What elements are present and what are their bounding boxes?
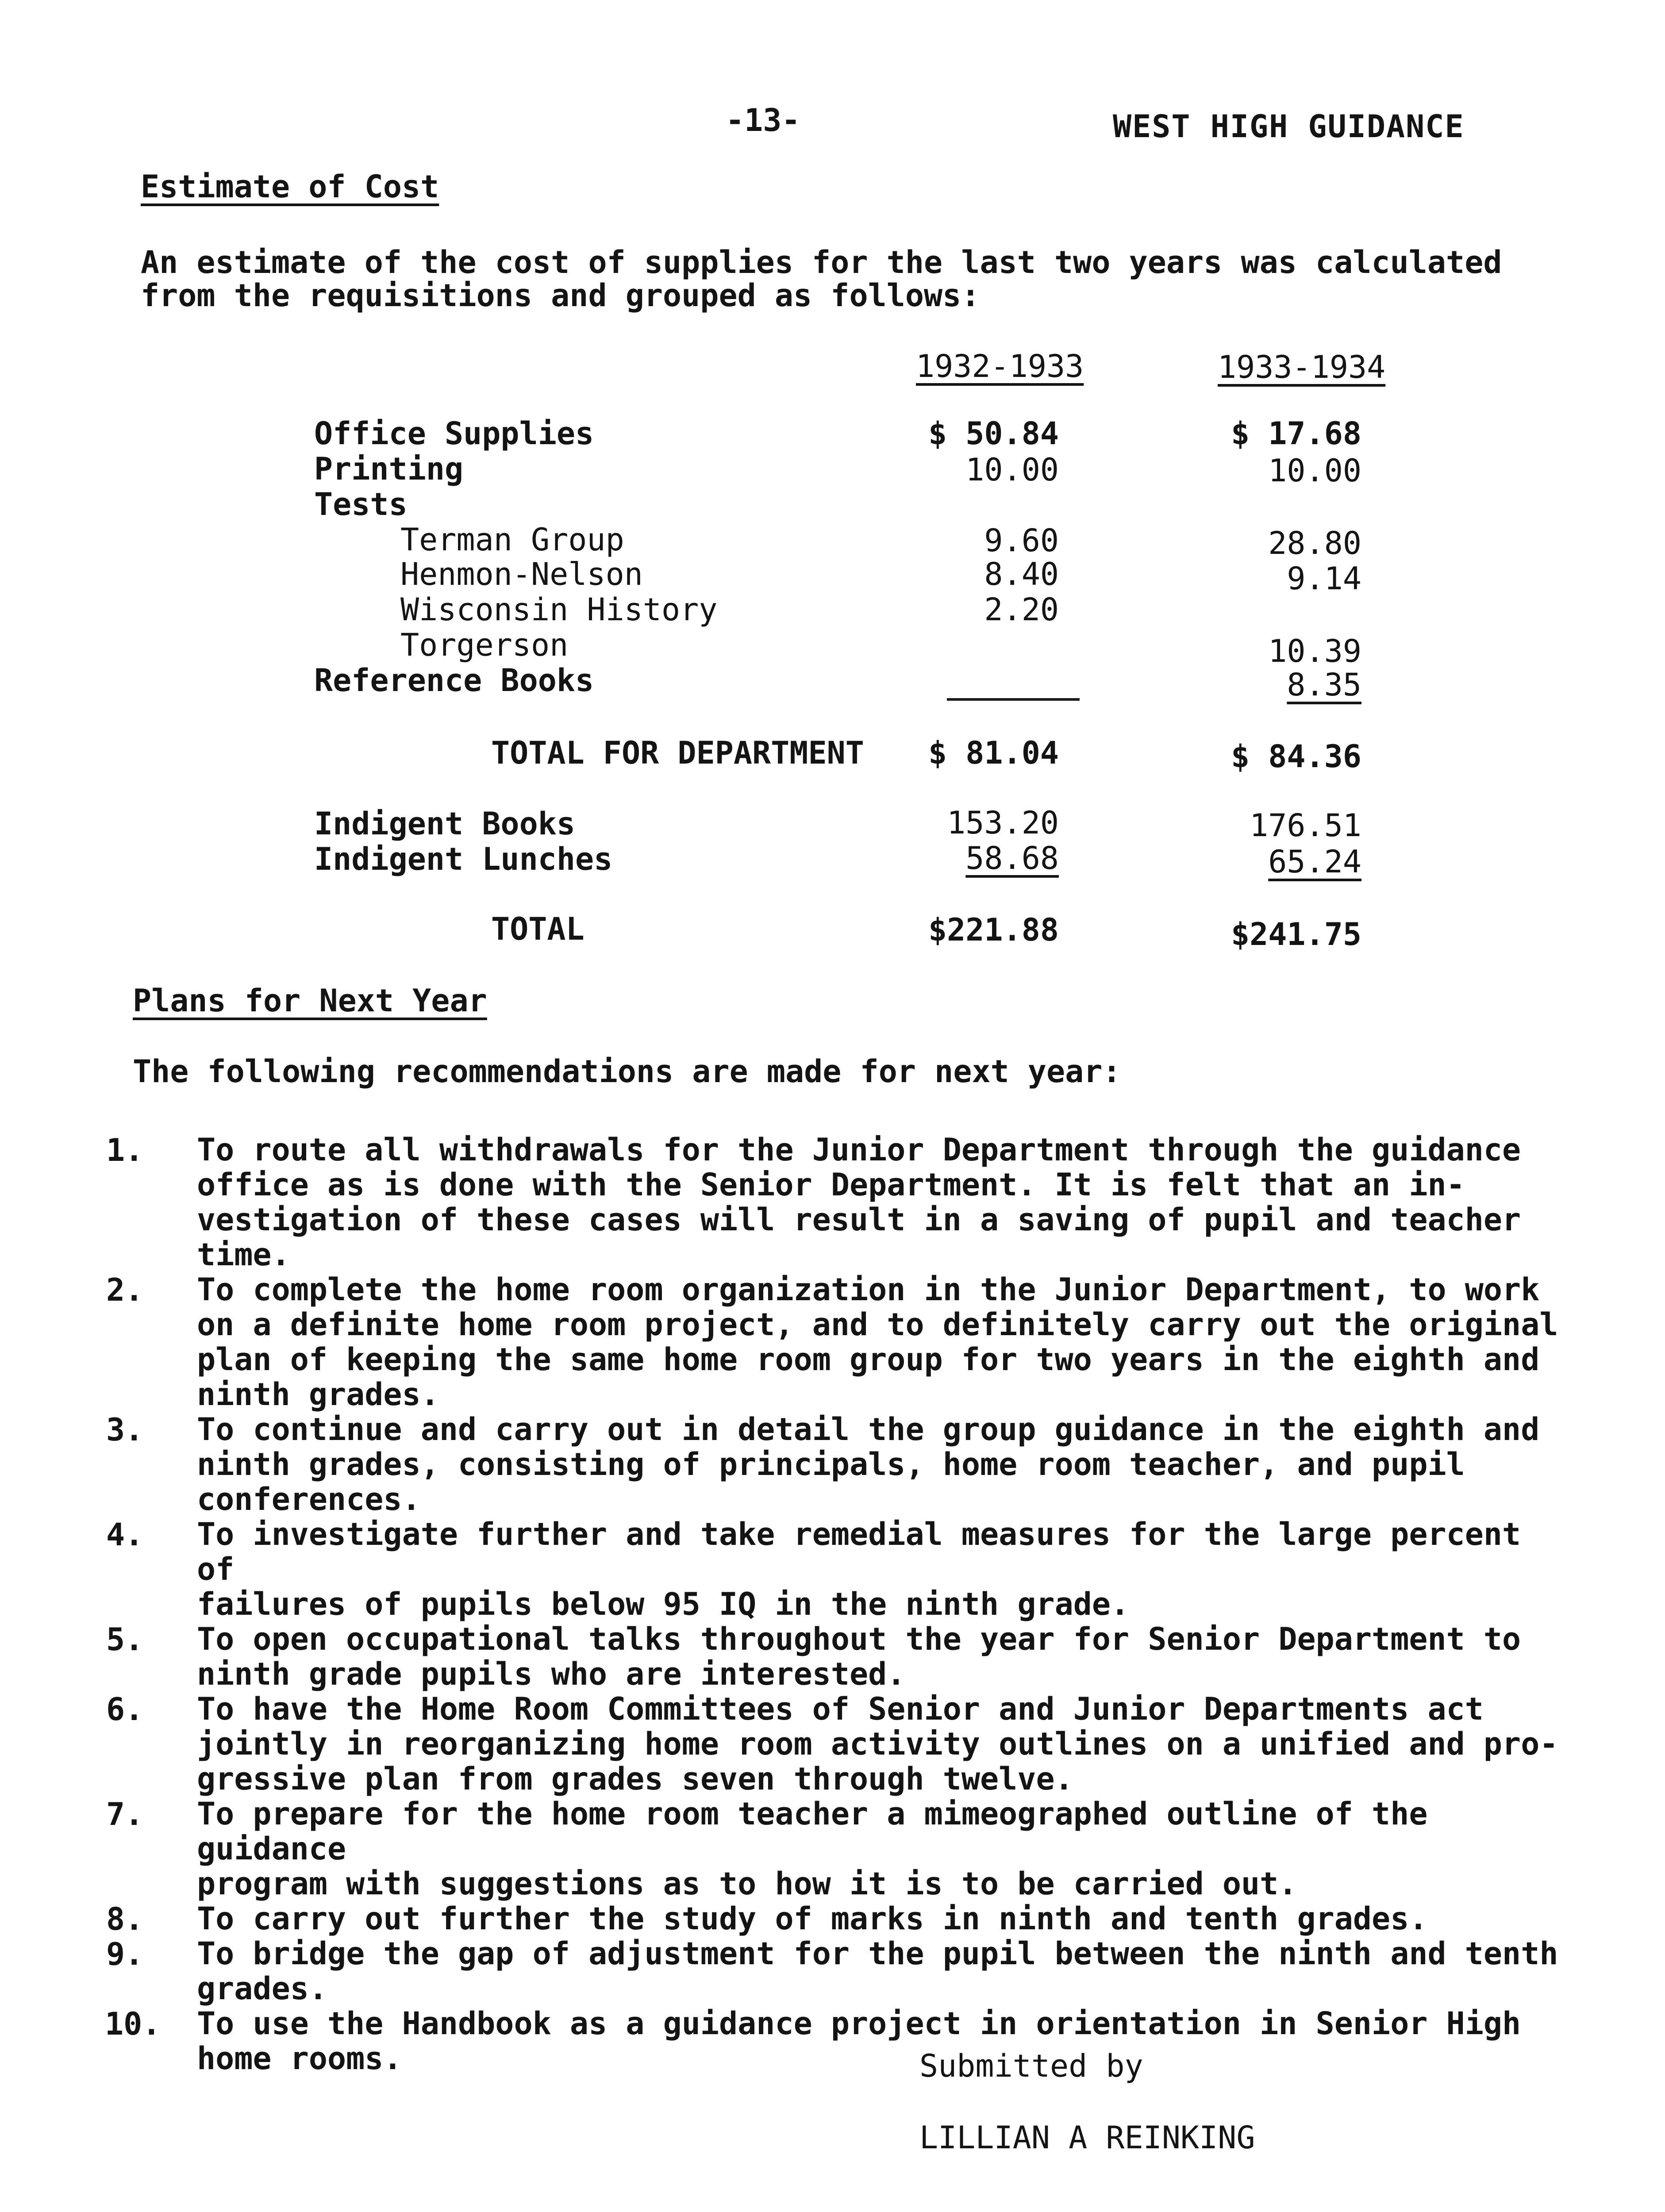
item-number: 1. [106, 1132, 144, 1168]
total-department-label: TOTAL FOR DEPARTMENT [491, 735, 864, 771]
plans-intro: The following recommendations are made for next year: [133, 1053, 1121, 1090]
total-1933-1934: $241.75 [1230, 916, 1361, 952]
row-label: Printing [314, 451, 464, 487]
list-item [106, 1936, 1566, 2006]
item-text: To bridge the gap of adjustment for the pupil between the ninth and tenth grades. [197, 1936, 1558, 2007]
value-1933-1934: 28.80 [1268, 525, 1361, 561]
value-1933-1934: 10.00 [1268, 453, 1361, 489]
item-text: To carry out further the study of marks in ninth and tenth grades. [197, 1901, 1428, 1937]
item-text: To open occupational talks throughout the year for Senior Department to ninth grade pupils who are interested. [197, 1621, 1521, 1692]
estimate-heading: Estimate of Cost [141, 169, 439, 205]
total-label: TOTAL [491, 911, 584, 947]
list-item [106, 1692, 1566, 1797]
item-number: 6. [106, 1691, 144, 1728]
row-label: Tests [314, 486, 408, 522]
total-1932-1933: $221.88 [928, 912, 1059, 948]
column-header-1933-1934: 1933-1934 [1218, 349, 1386, 385]
row-label: Office Supplies [314, 415, 594, 452]
item-number: 8. [106, 1901, 144, 1937]
list-item [106, 1797, 1566, 1901]
value-1933-1934: 10.39 [1268, 633, 1361, 669]
row-label: Indigent Lunches [314, 841, 613, 877]
page-number: -13- [726, 102, 800, 138]
item-text: To complete the home room organization in the Junior Department, to work on a definite home room project, and to definitely carry out the original plan of keeping the same home room group for two years in the eighth and ninth grades. [197, 1271, 1558, 1413]
row-label: Reference Books [314, 662, 594, 699]
item-text: To route all withdrawals for the Junior Department through the guidance office as is done with the Senior Department. It is felt that an in- vestigation of these cases will result in a saving of pupil and teacher time. [197, 1132, 1521, 1273]
list-item [106, 2006, 1566, 2076]
item-text: To have the Home Room Committees of Senior and Junior Departments act jointly in reorganizing home room activity outlines on a unified and pro- gressive plan from grades seven through twelve. [197, 1691, 1558, 1797]
plans-heading: Plans for Next Year [133, 983, 487, 1019]
empty-cell-rule [947, 698, 1080, 701]
submitted-by: Submitted by [919, 2048, 1143, 2084]
value-1932-1933: 58.68 [965, 840, 1059, 876]
value-1933-1934: 8.35 [1287, 667, 1361, 703]
value-1933-1934: 9.14 [1287, 561, 1361, 597]
estimate-intro-line-1: An estimate of the cost of supplies for the last two years was calculated [141, 244, 1502, 280]
value-1933-1934: 176.51 [1250, 807, 1361, 844]
item-text: To continue and carry out in detail the group guidance in the eighth and ninth grades, consisting of principals, home room teacher, and pupil conferences. [197, 1411, 1540, 1517]
total-department-1932-1933: $ 81.04 [928, 735, 1059, 771]
list-item [106, 1517, 1566, 1622]
value-1933-1934: $ 17.68 [1230, 415, 1361, 452]
value-1932-1933: 153.20 [947, 805, 1059, 841]
total-department-1933-1934: $ 84.36 [1230, 738, 1361, 775]
row-label: Indigent Books [314, 806, 576, 842]
list-item [106, 1272, 1566, 1412]
item-number: 7. [106, 1796, 144, 1832]
item-number: 2. [106, 1272, 144, 1308]
estimate-intro-line-2: from the requisitions and grouped as follows: [141, 277, 980, 314]
list-item [106, 1622, 1566, 1692]
signatory-name: LILLIAN A REINKING [919, 2120, 1255, 2156]
list-item [106, 1133, 1566, 1272]
item-number: 3. [106, 1412, 144, 1448]
item-number: 5. [106, 1621, 144, 1658]
recommendations-list [106, 1133, 1566, 2076]
row-label: Wisconsin History [400, 591, 718, 628]
row-label: Torgerson [400, 627, 569, 663]
item-text: To investigate further and take remedial measures for the large percent of failures of pupils below 95 IQ in the ninth grade. [197, 1516, 1521, 1622]
row-label: Terman Group [400, 522, 624, 558]
item-text: To prepare for the home room teacher a mimeographed outline of the guidance program with suggestions as to how it is to be carried out. [197, 1796, 1428, 1902]
value-1933-1934: 65.24 [1268, 844, 1361, 880]
list-item [106, 1412, 1566, 1517]
item-number: 4. [106, 1517, 144, 1553]
item-number: 9. [106, 1936, 144, 1972]
value-1932-1933: 2.20 [984, 591, 1059, 628]
list-item [106, 1901, 1566, 1936]
value-1932-1933: $ 50.84 [928, 415, 1059, 452]
value-1932-1933: 9.60 [984, 522, 1059, 559]
column-header-1932-1933: 1932-1933 [916, 348, 1084, 384]
item-number: 10. [105, 2006, 161, 2042]
value-1932-1933: 10.00 [965, 452, 1059, 488]
row-label: Henmon-Nelson [400, 556, 643, 592]
item-text: To use the Handbook as a guidance project in orientation in Senior High home rooms. [197, 2005, 1521, 2077]
value-1932-1933: 8.40 [984, 556, 1059, 592]
running-title: WEST HIGH GUIDANCE [1113, 108, 1465, 145]
